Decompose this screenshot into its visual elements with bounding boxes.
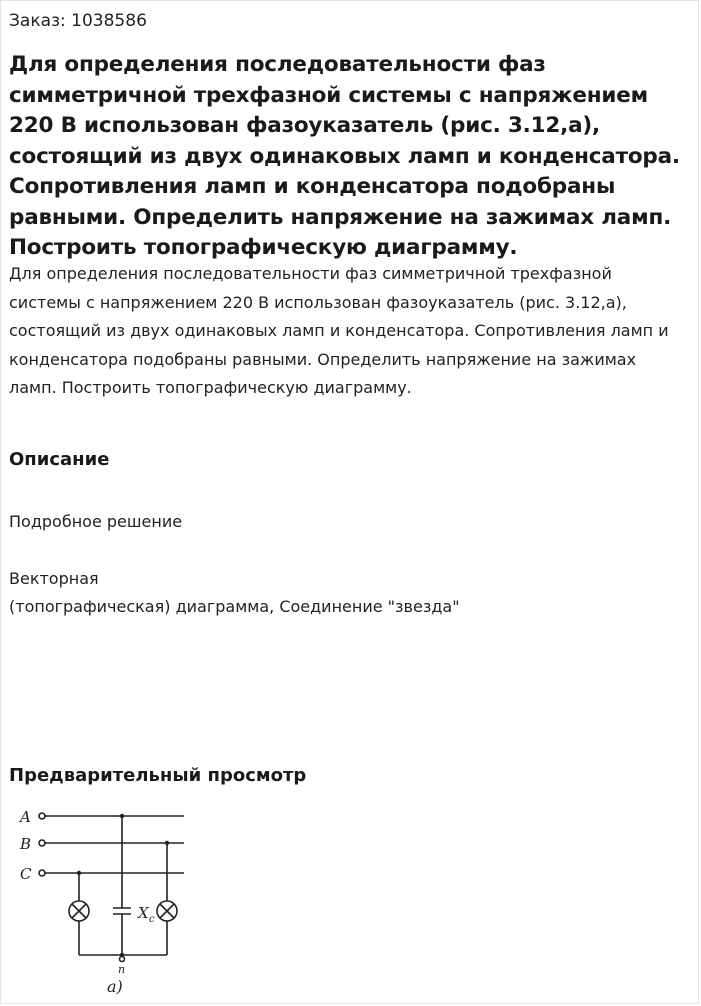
figure-caption: а) — [107, 977, 123, 996]
description-heading: Описание — [9, 449, 110, 470]
terminal-b — [39, 840, 45, 846]
circuit-wires — [39, 813, 184, 962]
terminal-c — [39, 870, 45, 876]
label-a: A — [20, 808, 31, 826]
label-b: B — [20, 835, 32, 853]
preview-heading: Предварительный просмотр — [9, 765, 307, 786]
task-title: Для определения последовательности фаз симметричной трехфазной системы с напряжением 220 В использован фазоуказатель (рис. 3.12,а), состоящий из двух одинаковых ламп и конденсатора. Сопротивления ламп и конденсатора подобраны равными. Определить напряжение на зажимах ламп. Построить топографическую диаграмму. — [9, 52, 680, 260]
order-number: Заказ: 1038586 — [9, 11, 147, 31]
task-text: Для определения последовательности фаз симметричной трехфазной системы с напряжением 220 В использован фазоуказатель (рис. 3.12,а), состоящий из двух одинаковых ламп и конденсатора. Сопротивления ламп и конденсатора подобраны равными. Определить напряжение на зажимах ламп. Построить топографическую диаграмму. — [9, 264, 669, 397]
tags-text — [9, 565, 629, 621]
tags-line-2: (топографическая) диаграмма, Соединение "звезда" — [9, 597, 460, 616]
terminal-n — [120, 957, 125, 962]
solution-label: Подробное решение — [9, 512, 183, 531]
junction-dots — [77, 814, 169, 957]
label-c: C — [20, 865, 32, 883]
circuit-diagram — [14, 800, 214, 1000]
label-xc: X — [138, 904, 149, 922]
label-xc-sub: c — [149, 914, 155, 925]
tags-line-1: Векторная — [9, 569, 99, 588]
label-n: n — [118, 963, 126, 976]
terminal-a — [39, 813, 45, 819]
